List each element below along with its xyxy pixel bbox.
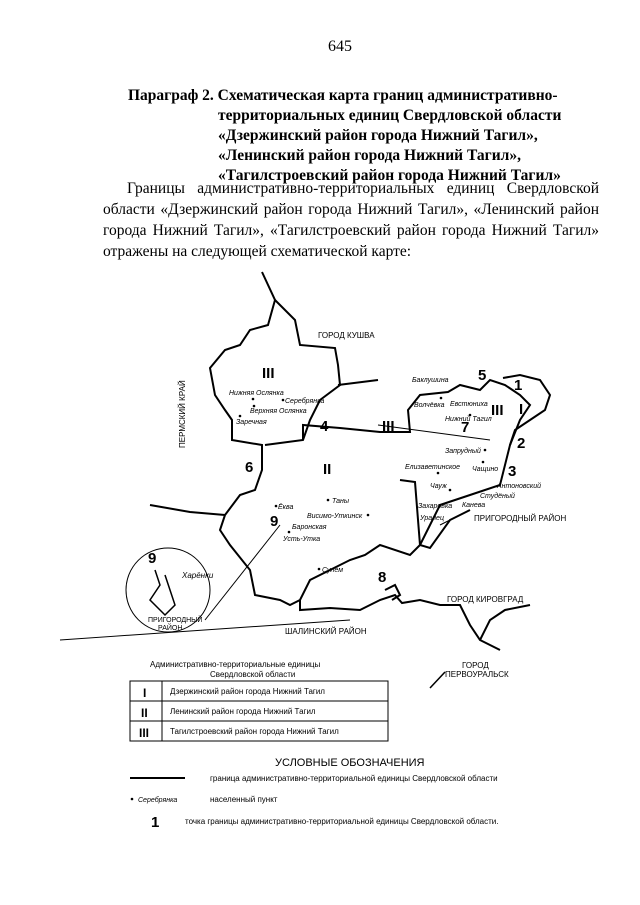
unit-III: III bbox=[382, 418, 395, 435]
label-kushva: ГОРОД КУШВА bbox=[318, 331, 375, 340]
table-row-name: Дзержинский район города Нижний Тагил bbox=[170, 687, 325, 696]
unit-III: III bbox=[262, 365, 275, 382]
point-9-inset: 9 bbox=[148, 550, 157, 567]
settlement-label: Заречная bbox=[236, 419, 267, 426]
point-4: 4 bbox=[320, 418, 329, 435]
settlement-label: Усть-Утка bbox=[283, 536, 321, 543]
settlement-label: Баронская bbox=[292, 524, 327, 531]
settlement-label: Захаровка bbox=[418, 503, 453, 510]
point-8: 8 bbox=[378, 569, 387, 586]
point-7: 7 bbox=[461, 419, 470, 436]
callout-line bbox=[205, 525, 280, 620]
settlement-label: Таны bbox=[332, 498, 350, 505]
settlement-label: Висимо-Уткинск bbox=[307, 513, 363, 520]
table-row-name: Тагилстроевский район города Нижний Тагил bbox=[170, 727, 339, 736]
legend-settlement-sample: Серебрянка bbox=[138, 797, 178, 804]
point-9: 9 bbox=[270, 513, 279, 530]
table-row-num: III bbox=[139, 726, 150, 740]
label-pervouralsk: ГОРОД bbox=[462, 661, 489, 670]
label-prigorodny: ПРИГОРОДНЫЙ РАЙОН bbox=[474, 514, 567, 523]
intro-paragraph: Границы административно-территориальных единиц Свердловской области «Дзержинский район города Нижний Тагил», «Ленинский район города Нижний Тагил», «Тагилстроевский район города Нижний Тагил» отражены на следующей схематической карте: bbox=[103, 180, 599, 260]
settlement-label: Антоновский bbox=[497, 483, 542, 490]
label-perm: ПЕРМСКИЙ КРАЙ bbox=[178, 380, 187, 448]
point-2: 2 bbox=[517, 435, 526, 452]
settlement-label: Евстюниха bbox=[450, 401, 488, 408]
unit-II: II bbox=[323, 461, 332, 478]
table-row-num: I bbox=[143, 686, 147, 700]
legend-point-sample: 1 bbox=[151, 814, 160, 831]
settlement-label: Волчёвка bbox=[414, 402, 445, 409]
inset-9-boundary bbox=[150, 570, 175, 615]
unit-I: I bbox=[519, 401, 524, 418]
point-6: 6 bbox=[245, 459, 254, 476]
settlement-label: Канева bbox=[462, 502, 486, 509]
boundary-southeast bbox=[480, 605, 530, 640]
settlement-label: Чауж bbox=[430, 483, 447, 490]
boundary-III-east bbox=[265, 300, 340, 445]
unit-III: III bbox=[491, 402, 504, 419]
units-table bbox=[130, 660, 388, 741]
settlements bbox=[181, 377, 541, 580]
title-line: «Тагилстроевский район города Нижний Тагил» bbox=[218, 167, 561, 184]
point-3: 3 bbox=[508, 463, 517, 480]
settlement-label: Нижняя Ослянка bbox=[229, 390, 284, 397]
settlement-label: Студёный bbox=[480, 493, 515, 500]
settlement-label: Чащино bbox=[472, 466, 499, 473]
legend-border-text: граница административно-территориальной единицы Свердловской области bbox=[210, 774, 498, 783]
point-5: 5 bbox=[478, 367, 487, 384]
legend-title: УСЛОВНЫЕ ОБОЗНАЧЕНИЯ bbox=[275, 757, 425, 769]
settlement-label: Запрудный bbox=[445, 448, 481, 455]
boundary-west bbox=[150, 505, 225, 515]
units-table-title: Административно-территориальные единицы bbox=[150, 660, 321, 669]
settlement-label: Уралец bbox=[420, 515, 444, 522]
settlement-label: Харёнки bbox=[182, 571, 214, 580]
label-kirovgrad: ГОРОД КИРОВГРАД bbox=[447, 595, 524, 604]
settlement-label: Верхняя Ослянка bbox=[250, 408, 307, 415]
settlement-label: Елизаветинское bbox=[405, 464, 461, 471]
legend-point-text: точка границы административно-территориальной единицы Свердловской области. bbox=[185, 817, 499, 826]
table-row-name: Ленинский район города Нижний Тагил bbox=[170, 707, 316, 716]
label-inset-prigorodny: ПРИГОРОДНЫЙ bbox=[148, 617, 203, 624]
point-labels bbox=[148, 367, 525, 586]
title-line: «Ленинский район города Нижний Тагил», bbox=[218, 147, 521, 164]
legend-dot-icon bbox=[131, 798, 134, 801]
title-line: территориальных единиц Свердловской области bbox=[218, 107, 562, 124]
title-line: «Дзержинский район города Нижний Тагил», bbox=[218, 127, 538, 144]
title-line: Параграф 2. Схематическая карта границ административно- bbox=[128, 87, 558, 104]
pervouralsk-arrow bbox=[430, 672, 445, 688]
point-1: 1 bbox=[514, 377, 523, 394]
settlement-label: Сулём bbox=[322, 567, 344, 574]
label-shalinsky: ШАЛИНСКИЙ РАЙОН bbox=[285, 627, 367, 636]
settlement-label: Баклушина bbox=[412, 377, 449, 384]
label-inset-prigorodny: РАЙОН bbox=[158, 625, 183, 632]
label-pervouralsk: ПЕРВОУРАЛЬСК bbox=[445, 670, 509, 679]
settlement-label: Серебрянка bbox=[285, 398, 325, 405]
legend bbox=[130, 757, 498, 831]
units-table-title: Свердловской области bbox=[210, 670, 296, 679]
boundary-kushva bbox=[338, 380, 378, 385]
legend-settlement-text: населенный пункт bbox=[210, 795, 278, 804]
settlement-label: Нижний Тагил bbox=[445, 416, 492, 423]
table-row-num: II bbox=[141, 706, 148, 720]
page-number: 645 bbox=[328, 38, 352, 55]
settlement-label: Ёква bbox=[278, 504, 294, 511]
